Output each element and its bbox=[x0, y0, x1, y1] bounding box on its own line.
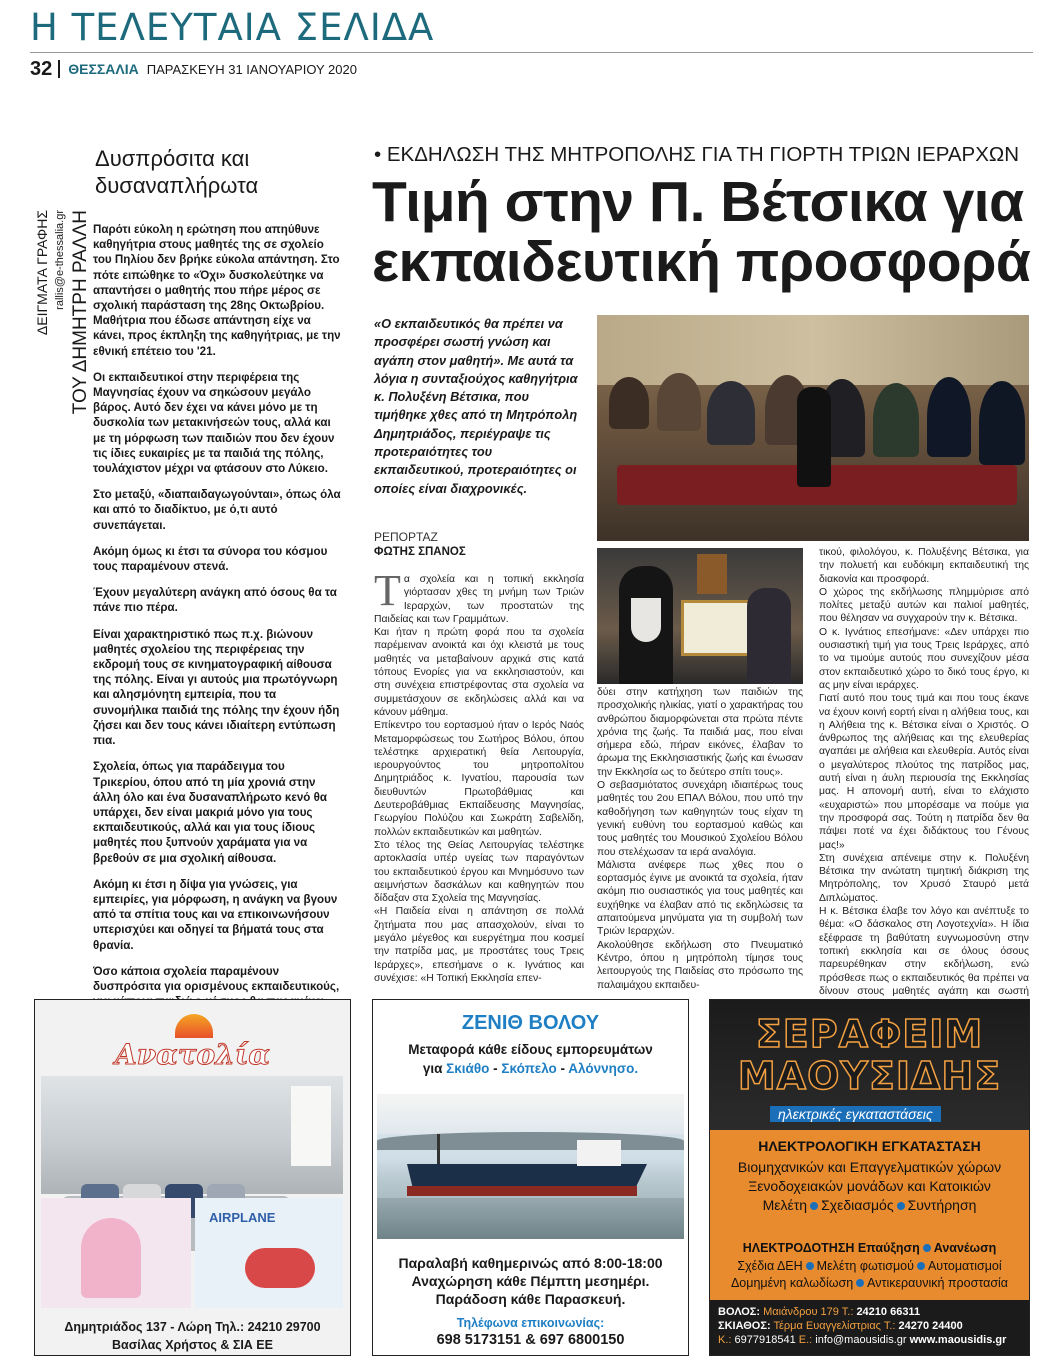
article-column-c bbox=[819, 546, 1029, 1011]
column-paragraph: Ακόμη κι έτσι η δίψα για γνώσεις, για εμπειρίες, για μόρφωση, η ανάγκη να βγουν από τα σπίτια τους και να επικοινωνήσουν υπερισχύει και οδηγεί τα βήματά τους στα θρανία. bbox=[93, 877, 338, 952]
zenith-ad[interactable] bbox=[372, 999, 689, 1356]
email-link[interactable]: info@maousidis.gr bbox=[815, 1334, 907, 1346]
maousidis-heading-2: ΗΛΕΚΤΡΟΔΟΤΗΣΗ Επαύξηση bbox=[742, 1241, 920, 1255]
zenith-phones[interactable]: 698 5173151 & 697 6800150 bbox=[436, 1332, 625, 1348]
service-study: Μελέτη bbox=[762, 1197, 808, 1213]
sun-icon bbox=[175, 1014, 213, 1038]
article-headline: Τιμή στην Π. Βέτσικα για εκπαιδευτική προσφορά bbox=[372, 170, 1031, 294]
article-paragraph: Στη συνέχεια απένειμε στην κ. Πολυξένη Βέτσικα την ανώτατη τιμητική διάκριση της Μητρόπολης, τον Χρυσό Σταυρό μετά Διπλώματος. bbox=[819, 852, 1029, 904]
award-photo bbox=[597, 548, 803, 684]
article-paragraph: α σχολεία και η τοπική εκκλησία γιόρτασαν χθες τη μνήμη των Τριών Ιεραρχών, των προστατών της Παιδείας και των Γραμμάτων. bbox=[374, 574, 584, 625]
author-email: rallis@e-thessalia.gr bbox=[54, 210, 66, 310]
destination-alonissos: Αλόννησο. bbox=[568, 1061, 639, 1076]
maousidis-name-first: ΣΕΡΑΦΕΙΜ bbox=[755, 1012, 984, 1056]
bullet-icon bbox=[923, 1244, 931, 1252]
maousidis-name-last: ΜΑΟΥΣΙΔΗΣ bbox=[737, 1054, 1002, 1098]
article-paragraph: Ακολούθησε εκδήλωση στο Πνευματικό Κέντρο, όπου η μητρόπολη τίμησε τους λειτουργούς της Παιδείας στο πρόσωπο της παλαιμάχου εκπαιδευ- bbox=[597, 939, 803, 991]
article-paragraph: Ο χώρος της εκδήλωσης πλημμύρισε από πολίτες μεταξύ αυτών και παλιοί μαθητές, που θέλησαν να συγχαρούν την κ. Βέτσικα. bbox=[819, 586, 1029, 625]
destination-skopelos: Σκόπελο bbox=[501, 1061, 557, 1076]
maousidis-contact: ΒΟΛΟΣ: Μαιάνδρου 179 Τ.: 24210 66311 ΣΚΙΑΘΟΣ: Τέρμα Ευαγγελίστριας Τ.: 24270 24400 Κ.: 6977918541 Ε.: info@maousidis.gr www.maousidis.gr bbox=[710, 1300, 1029, 1355]
article-paragraph: «Η Παιδεία είναι η απάντηση σε πολλά ζητήματα που μας απασχολούν, είναι το μεγάλο μέγεθος και ευεργέτημα που κοσμεί την πατρίδα μας, με προστάτες τους Τρεις Ιεράρχες», επεσήμανε ο κ. Ιγνάτιος και συνέχισε: «Η Τοπική Εκκλησία επεν- bbox=[374, 906, 584, 984]
bullet-icon bbox=[810, 1202, 818, 1210]
section-label: ΔΕΙΓΜΑΤΑ ΓΡΑΦΗΣ bbox=[34, 210, 50, 336]
article-paragraph: Ο κ. Ιγνάτιος επεσήμανε: «Δεν υπάρχει πιο ουσιαστική τιμή για τους Τρεις Ιεράρχες, από το να τιμούμε αυτούς που συνεχίζουν μέσα στον εκπαιδευτικό χώρο το δικό τους έργο, κι ας μην είναι ιεράρχες. bbox=[819, 626, 1029, 691]
anatolia-ad[interactable] bbox=[34, 999, 351, 1356]
anatolia-address: Δημητριάδος 137 - Λώρη Τηλ.: 24210 29700 bbox=[64, 1320, 321, 1334]
zenith-title: ΖΕΝΙΘ ΒΟΛΟΥ bbox=[461, 1012, 600, 1034]
bullet-icon bbox=[917, 1262, 925, 1270]
column-paragraph: Ακόμη όμως κι έτσι τα σύνορα του κόσμου τους παραμένουν στενά. bbox=[93, 544, 328, 574]
article-paragraph: τικού, φιλολόγου, κ. Πολυξένης Βέτσικα, για την πολυετή και ευδόκιμη εκπαιδευτική της διακονία και προσφορά. bbox=[819, 547, 1029, 585]
bullet-icon bbox=[806, 1262, 814, 1270]
cargo-ship-image bbox=[377, 1094, 684, 1239]
zenith-departure: Αναχώρηση κάθε Πέμπτη μεσημέρι. bbox=[411, 1273, 650, 1289]
drop-cap: Τ bbox=[374, 566, 401, 615]
report-label: ΡΕΠΟΡΤΑΖ bbox=[374, 530, 438, 544]
pillow-text: AIRPLANE bbox=[209, 1210, 276, 1225]
issue-date: ΠΑΡΑΣΚΕΥΗ 31 ΙΑΝΟΥΑΡΙΟΥ 2020 bbox=[146, 61, 357, 77]
article-paragraph: Η κ. Βέτσικα έλαβε τον λόγο και ανέπτυξε το θέμα: «Ο δάσκαλος στη Λογοτεχνία». Η ίδια εξέφρασε τη βαθύτατη ευγνωμοσύνη στην τοπική εκκλησία και σε όλους όσους παρευρέθηκαν στην εκδήλωση, ενώ πρόσθεσε πως ο εκπαιδευτικός θα πρέπει να δίνουν στους μαθητές αγάπη και σωστή bbox=[819, 906, 1029, 997]
article-paragraph: Στο τέλος της Θείας Λειτουργίας τελέστηκε αρτοκλασία υπέρ υγείας των παραγόντων του εκπαιδευτικού έργου και Μνημόσυνο των αειμνήστων δασκάλων και καθηγητών που δίδαξαν στα Σχολεία της Μαγνησίας. bbox=[374, 839, 584, 905]
article-paragraph: δύει στην κατήχηση των παιδιών της προσχολικής ηλικίας, γιατί ο χαρακτήρας του ανθρώπου διαμορφώνεται στα πρώτα πέντε χρόνια της ζωής. Τα παιδιά μας, που είναι σήμερα εδώ, πήραν εικόνες, έλαβαν το άρωμα της Εκκλησιαστικής ζωής και ένωσαν την Εκκλησία ως το δεύτερο σπίτι τους». bbox=[597, 687, 803, 778]
maousidis-heading: ΗΛΕΚΤΡΟΛΟΓΙΚΗ ΕΓΚΑΤΑΣΤΑΣΗ bbox=[758, 1138, 981, 1154]
column-paragraph: Όσο κάποια σχολεία παραμένουν δυσπρόσιτα για ορισμένους εκπαιδευτικούς, bbox=[93, 964, 340, 993]
zenith-phones-label: Τηλέφωνα επικοινωνίας: bbox=[456, 1316, 605, 1330]
event-photo bbox=[597, 315, 1029, 541]
anatolia-logo: Ανατολία bbox=[115, 1038, 270, 1071]
living-room-image bbox=[41, 1076, 343, 1194]
page-number: 32 bbox=[30, 60, 60, 78]
airplane-bedding-image bbox=[195, 1198, 343, 1308]
article-lead: «Ο εκπαιδευτικός θα πρέπει να προσφέρει σωστή γνώση και αγάπη στον μαθητή». Με αυτά τα λόγια η συνταξιούχος καθηγήτρια κ. Πολυξένη Βέτσικα, που τιμήθηκε χθες από τη Μητρόπολη Δημητριάδος, περιέγραψε τις προτεραιότητες του εκπαιδευτικού, προτεραιότητες οι οποίες είναι διαχρονικές. bbox=[374, 316, 578, 496]
zenith-hours: Παραλαβή καθημερινώς από 8:00-18:00 bbox=[398, 1255, 663, 1271]
maousidis-line: Ξενοδοχειακών μονάδων και Κατοικιών bbox=[748, 1178, 991, 1194]
article-paragraph: Γιατί αυτό που τους τιμά και που τους έκανε να έχουν κοινή εορτή είναι η αλήθεια τους, και η Αλήθεια της κ. Βέτσικα είναι ο Χριστός. Ο άνθρωπος της αλήθειας και της ελευθερίας αγαπάει με αλήθεια και ελευθερία. Αυτός είναι ο μεγαλύτερος πλούτος της πατρίδος μας, αυτή είναι η άυλη περιουσία της Εκκλησίας μας. Η απονομή αυτή, είναι το ελάχιστο «ευχαριστώ» που μπορέσαμε να πούμε για την προσφορά σας. Τούτη η πατρίδα δεν θα πάψει ποτέ να έχει διδάκτους του Γένους μας!» bbox=[819, 693, 1029, 851]
article-column-a bbox=[374, 566, 584, 985]
article-paragraph: Ο σεβασμιότατος συνεχάρη ιδιαιτέρως τους μαθητές του 2ου ΕΠΑΛ Βόλου, που υπό την καθοδήγηση των καθηγητών τους είχαν τη γενική ευθύνη του εορτασμού καθώς και τους μαθητές του Μουσικού Σχολείου Βόλου που στελέχωσαν τα ιερά αναλόγια. bbox=[597, 780, 803, 858]
column-paragraph: Παρότι εύκολη η ερώτηση που απηύθυνε καθηγήτρια στους μαθητές της σε σχολείο του Πηλίου δεν βρήκε εύκολα απάντηση. Στο πότε ειπώθηκε το «Όχι» δυσκολεύτηκε να απαντήσει ο μαθητής που πήρε μέρος σε σχολική παράσταση της 28ης Οκτωβρίου. Μαθήτρια που έδωσε απάντηση είχε να κάνει, προς έκπληξη της καθηγήτριας, με την εθνική επέτειο του '21. bbox=[93, 223, 341, 358]
column-paragraph: Έχουν μεγαλύτερη ανάγκη από όσους θα τα πάνε πιο πέρα. bbox=[93, 586, 337, 615]
bullet-icon bbox=[897, 1202, 905, 1210]
column-paragraph: Οι εκπαιδευτικοί στην περιφέρεια της Μαγνησίας έχουν να σηκώσουν μεγάλο βάρος. Αυτό δεν έχει να κάνει μόνο με τη δυσκολία των μετακινήσεών τους, αλλά και με τη μόρφωση των παιδιών που δεν έχουν τις ίδιες ευκαιρίες με τα παιδιά της πόλης, τουλάχιστον μέχρι να φτάσουν στο Λύκειο. bbox=[93, 370, 335, 476]
service-design: Σχεδιασμός bbox=[821, 1197, 894, 1213]
bullet-icon bbox=[856, 1279, 864, 1287]
zenith-destinations: για Σκιάθο - Σκόπελο - Αλόννησο. bbox=[422, 1061, 639, 1076]
column-paragraph: Σχολεία, όπως για παράδειγμα του Τρικερίου, όπου από τη μία χρονιά στην άλλη όλο και ένα δυσαναπλήρωτο κενό θα υπάρχει, δεν είναι μακριά μόνο για τους εκπαιδευτικούς, αλλά και για τους ίδιους μαθητές που ξυπνούν χαράματα για να βρεθούν σε μια σχολική αίθουσα. bbox=[93, 760, 327, 865]
maousidis-ad[interactable]: ΣΕΡΑΦΕΙΜ ΜΑΟΥΣΙΔΗΣ ηλεκτρικές εγκαταστάσεις ΗΛΕΚΤΡΟΛΟΓΙΚΗ ΕΓΚΑΤΑΣΤΑΣΗ Βιομηχανικών και Επαγγελματικών χώρων Ξενοδοχειακών μονάδων και Κατοικιών Μελέτη Σχεδιασμός Συντήρηση ΗΛΕΚΤΡΟΔΟΤΗΣΗ Επαύξηση Ανανέωση Σχέδια ΔΕΗ Μελέτη φωτισμού Αυτοματισμοί Δομημένη καλωδίωση Αντικεραυνική προστασία ΒΟΛΟΣ: Μαιάνδρου 179 Τ.: 24210 66311 ΣΚΙΑΘΟΣ: Τέρμα Ευαγγελίστριας Τ.: 24270 24400 Κ.: 6977918541 Ε.: info@maousidis.gr www.maousidis.gr bbox=[709, 999, 1030, 1356]
author-name: ΤΟΥ ΔΗΜΗΤΡΗ ΡΑΛΛΗ bbox=[70, 210, 91, 415]
zenith-delivery: Παράδοση κάθε Παρασκευή. bbox=[435, 1291, 626, 1307]
column-byline bbox=[34, 210, 92, 575]
report-author: ΦΩΤΗΣ ΣΠΑΝΟΣ bbox=[374, 546, 466, 558]
article-paragraph: Επίκεντρο του εορτασμού ήταν ο Ιερός Ναός Μεταμορφώσεως του Σωτήρος Βόλου, όπου τελέστηκε αρχιερατική θεία Λειτουργία, ιερουργούντος του μητροπολίτου Δημητριάδος κ. Ιγνατίου, παρουσία των διευθυντών Πρωτοβάθμιας και Δευτεροβάθμιας Εκπαίδευσης Μαγνησίας, Γεωργίου Πολύζου και Σωκράτη Σαβελίδη, πολλών εκπαιδευτικών και μαθητών. bbox=[374, 720, 584, 838]
column-paragraph: Στο μεταξύ, «διαπαιδαγωγούνται», όπως όλα και από το διαδίκτυο, με ό,τι αυτό συνεπάγεται. bbox=[93, 488, 341, 532]
destination-skiathos: Σκιάθο bbox=[446, 1061, 490, 1076]
article-paragraph: Και ήταν η πρώτη φορά που τα σχολεία παρέμειναν ανοικτά και όχι κλειστά με τους μαθητές να μεταβαίνουν αρχικά στις κατά τόπους Ενορίες για να εκκλησιαστούν, και στη συνέχεια επιστρέφοντας στα σχολεία να συμμετάσχουν σε εκδηλώσεις αλλά και να κάνουν μάθημα. bbox=[374, 627, 584, 718]
column-body bbox=[93, 222, 343, 1036]
section-title: Η ΤΕΛΕΥΤΑΙΑ ΣΕΛΙΔΑ bbox=[30, 6, 435, 49]
zenith-service: Μεταφορά κάθε είδους εμπορευμάτων bbox=[408, 1042, 653, 1057]
paper-name: ΘΕΣΣΑΛΙΑ bbox=[68, 61, 139, 77]
website-link[interactable]: www.maousidis.gr bbox=[909, 1334, 1007, 1346]
kids-bedding-image bbox=[41, 1198, 191, 1308]
anatolia-owner: Βασίλας Χρήστος & ΣΙΑ ΕΕ bbox=[112, 1338, 273, 1352]
column-paragraph: Είναι χαρακτηριστικό πως π.χ. βιώνουν μαθητές σχολείου της περιφέρειας την εκδρομή τους σε κινηματογραφική αίθουσα της πόλης. Είναι γι αυτούς μια πρωτόγνωρη και αλησμόνητη εμπειρία, που τα συνομήλικα παιδιά της πόλης την έχουν ήδη ζήσει και δεν τους κάνει ιδιαίτερη εντύπωση πια. bbox=[93, 627, 340, 748]
article-column-b bbox=[597, 686, 803, 992]
header-rule bbox=[30, 52, 1033, 53]
article-paragraph: Μάλιστα ανέφερε πως χθες που ο εορτασμός έγινε με ανοικτά τα σχολεία, ήταν ακόμη πιο ουσιαστικός για τους μαθητές και ευχήθηκε να έλαβαν από τις εκδηλώσεις τα απαιτούμενα μηνύματα για τη συμβολή των Τριών Ιεραρχών. bbox=[597, 859, 803, 938]
folio bbox=[30, 60, 357, 78]
maousidis-tagline: ηλεκτρικές εγκαταστάσεις bbox=[770, 1106, 941, 1122]
article-kicker: • ΕΚΔΗΛΩΣΗ ΤΗΣ ΜΗΤΡΟΠΟΛΗΣ ΓΙΑ ΤΗ ΓΙΟΡΤΗ ΤΡΙΩΝ ΙΕΡΑΡΧΩΝ bbox=[374, 143, 1020, 166]
service-maintenance: Συντήρηση bbox=[907, 1197, 977, 1213]
column-title: Δυσπρόσιτα και δυσαναπλήρωτα bbox=[95, 146, 259, 198]
maousidis-line: Βιομηχανικών και Επαγγελματικών χώρων bbox=[737, 1159, 1002, 1175]
